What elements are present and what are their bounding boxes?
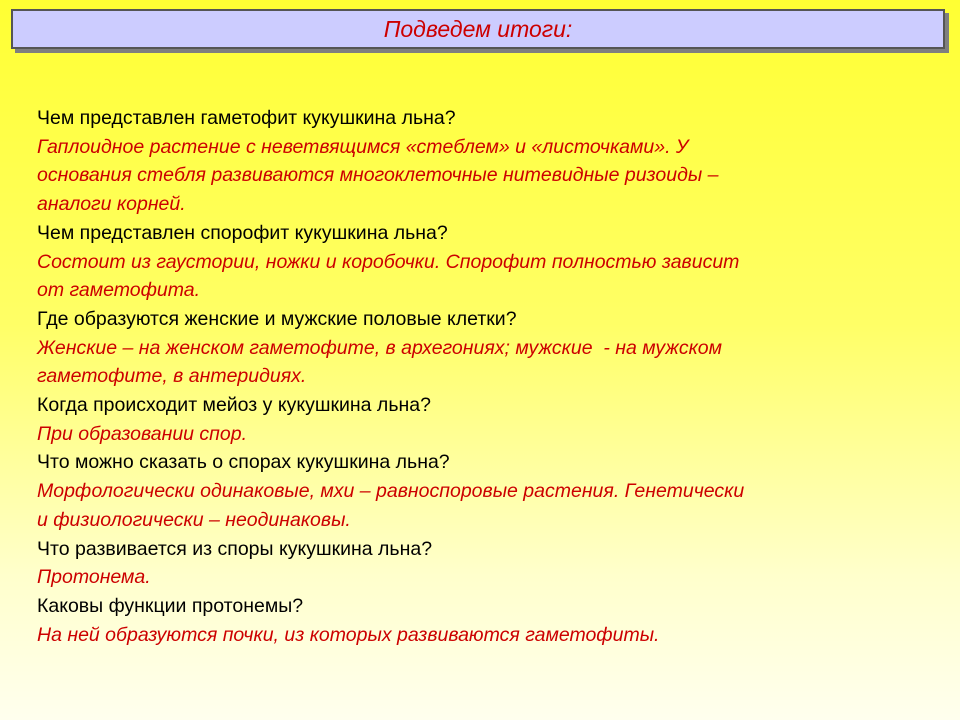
slide-title: Подведем итоги: xyxy=(383,15,573,42)
slide-title-box xyxy=(11,9,945,49)
answer-line: Гаплоидное растение с неветвящимся «стеблем» и «листочками». У xyxy=(37,135,689,158)
answer-line: При образовании спор. xyxy=(37,422,248,445)
answer-line: Состоит из гаустории, ножки и коробочки. Спорофит полностью зависит xyxy=(37,250,740,273)
answer-line: от гаметофита. xyxy=(37,279,201,302)
question-line: Чем представлен спорофит кукушкина льна? xyxy=(37,221,448,244)
answer-line: Протонема. xyxy=(37,566,151,589)
question-line: Когда происходит мейоз у кукушкина льна? xyxy=(37,394,431,417)
answer-line: Морфологически одинаковые, мхи – равноспоровые растения. Генетически xyxy=(37,480,745,503)
answer-line: и физиологически – неодинаковы. xyxy=(37,508,351,531)
answer-line: Женские – на женском гаметофите, в архегониях; мужские - на мужском xyxy=(37,336,722,359)
answer-line: На ней образуются почки, из которых развиваются гаметофиты. xyxy=(37,623,660,646)
answer-line: гаметофите, в антеридиях. xyxy=(37,365,307,388)
answer-line: основания стебля развиваются многоклеточные нитевидные ризоиды – xyxy=(37,164,719,187)
question-line: Что можно сказать о спорах кукушкина льна? xyxy=(37,451,450,474)
question-line: Каковы функции протонемы? xyxy=(37,594,304,617)
qa-content xyxy=(37,104,927,649)
question-line: Где образуются женские и мужские половые клетки? xyxy=(37,307,517,330)
question-line: Что развивается из споры кукушкина льна? xyxy=(37,537,433,560)
question-line: Чем представлен гаметофит кукушкина льна? xyxy=(37,107,456,129)
answer-line: аналоги корней. xyxy=(37,193,186,216)
